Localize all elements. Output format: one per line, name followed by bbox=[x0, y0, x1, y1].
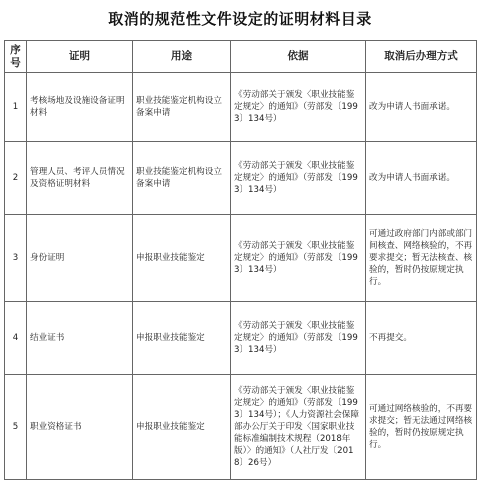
table-row bbox=[5, 215, 477, 302]
document-title: 取消的规范性文件设定的证明材料目录 bbox=[108, 10, 372, 28]
table-row bbox=[5, 73, 477, 142]
row-cert: 身份证明 bbox=[27, 215, 133, 302]
table-row bbox=[5, 375, 477, 480]
row-usage: 申报职业技能鉴定 bbox=[133, 215, 231, 302]
row-basis: 《劳动部关于颁发〈职业技能鉴定规定〉的通知》（劳部发〔1993〕134号） bbox=[231, 142, 366, 215]
row-usage: 申报职业技能鉴定 bbox=[133, 375, 231, 480]
row-seq: 4 bbox=[5, 302, 27, 375]
row-cert: 管理人员、考评人员情况及资格证明材料 bbox=[27, 142, 133, 215]
row-basis: 《劳动部关于颁发〈职业技能鉴定规定〉的通知》（劳部发〔1993〕134号） bbox=[231, 73, 366, 142]
header-method: 取消后办理方式 bbox=[366, 41, 477, 73]
row-seq: 3 bbox=[5, 215, 27, 302]
row-usage: 职业技能鉴定机构设立备案申请 bbox=[133, 73, 231, 142]
header-usage: 用途 bbox=[133, 41, 231, 73]
certificate-table bbox=[4, 40, 477, 480]
table-row bbox=[5, 302, 477, 375]
row-cert: 考核场地及设施设备证明材料 bbox=[27, 73, 133, 142]
row-basis: 《劳动部关于颁发〈职业技能鉴定规定〉的通知》（劳部发〔1993〕134号） bbox=[231, 302, 366, 375]
row-cert: 职业资格证书 bbox=[27, 375, 133, 480]
row-method: 改为申请人书面承诺。 bbox=[366, 142, 477, 215]
row-cert: 结业证书 bbox=[27, 302, 133, 375]
row-basis: 《劳动部关于颁发〈职业技能鉴定规定〉的通知》（劳部发〔1993〕134号） bbox=[231, 215, 366, 302]
header-cert: 证明 bbox=[27, 41, 133, 73]
row-seq: 5 bbox=[5, 375, 27, 480]
row-seq: 2 bbox=[5, 142, 27, 215]
row-method: 可通过网络核验的，不再要求提交；暂无法通过网络核验的，暂时仍按原规定执行。 bbox=[366, 375, 477, 480]
row-usage: 申报职业技能鉴定 bbox=[133, 302, 231, 375]
row-basis: 《劳动部关于颁发〈职业技能鉴定规定〉的通知》（劳部发〔1993〕134号）；《人力资源社会保障部办公厅关于印发〈国家职业技能标准编制技术规程（2018年版）〉的通知》（人社厅发〔2018〕26号） bbox=[231, 375, 366, 480]
row-method: 不再提交。 bbox=[366, 302, 477, 375]
header-seq: 序号 bbox=[5, 41, 27, 73]
table-header-row bbox=[5, 41, 477, 73]
row-method: 可通过政府部门内部或部门间核查、网络核验的，不再要求提交；暂无法核查、核验的，暂时仍按原规定执行。 bbox=[366, 215, 477, 302]
row-usage: 职业技能鉴定机构设立备案申请 bbox=[133, 142, 231, 215]
header-basis: 依据 bbox=[231, 41, 366, 73]
row-method: 改为申请人书面承诺。 bbox=[366, 73, 477, 142]
table-row bbox=[5, 142, 477, 215]
row-seq: 1 bbox=[5, 73, 27, 142]
